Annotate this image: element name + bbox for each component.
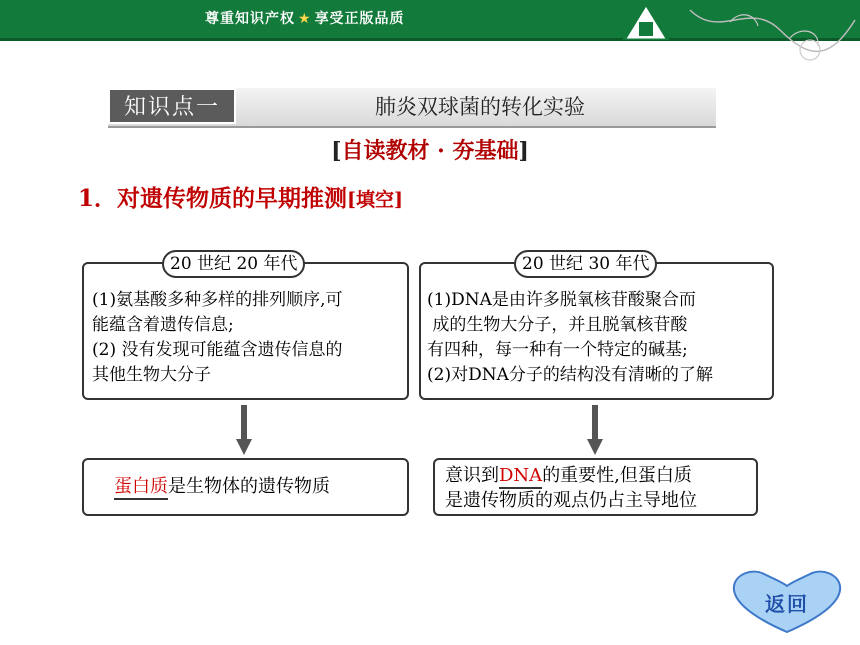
vine-decoration-icon [660,0,860,70]
left-line-2: 能蕴含着遗传信息; [92,315,234,335]
right-answer-box [433,458,758,516]
subheading: [自读教材 · 夯基础] [331,138,529,164]
subheading-text: 自读教材 · 夯基础 [341,138,519,164]
question-tag: [填空] [347,189,403,211]
right-era-label: 20 世纪 30 年代 [514,250,657,278]
arrow-down-icon [587,405,603,455]
left-line-4: 其他生物大分子 [92,365,211,385]
arrow-down-icon [236,405,252,455]
question-text: 对遗传物质的早期推测 [117,185,348,212]
right-line-1: (1)DNA是由许多脱氧核苷酸聚合而 [427,290,696,310]
question-number: 1． [78,185,118,212]
right-info-box [419,262,774,400]
right-answer-pre: 意识到 [445,465,499,486]
slogan [205,8,405,28]
right-line-2: 成的生物大分子，并且脱氧核苷酸 [427,315,688,335]
answer-blank-protein: 蛋白质 [114,476,168,500]
left-answer-box [82,458,409,516]
slogan-left: 尊重知识产权 [205,11,295,27]
right-answer-line2: 是遗传物质的观点仍占主导地位 [445,490,697,511]
slogan-right: 享受正版品质 [314,11,405,27]
right-line-4: (2)对DNA分子的结构没有清晰的了解 [427,365,713,385]
left-line-1: (1)氨基酸多种多样的排列顺序,可 [92,290,343,310]
right-answer-post: 的重要性,但蛋白质 [542,465,692,486]
answer-blank-dna: DNA [499,465,542,489]
question-title [78,180,403,213]
left-answer-text: 是生物体的遗传物质 [168,476,330,497]
back-button-label[interactable]: 返回 [765,592,809,616]
section-tag: 知识点一 [108,88,236,124]
left-era-label: 20 世纪 20 年代 [162,250,305,278]
left-info-box [82,262,409,400]
star-icon: ★ [298,11,312,27]
right-line-3: 有四种，每一种有一个特定的碱基; [427,340,688,360]
left-line-3: (2) 没有发现可能蕴含遗传信息的 [92,340,343,360]
section-title: 肺炎双球菌的转化实验 [375,95,585,119]
